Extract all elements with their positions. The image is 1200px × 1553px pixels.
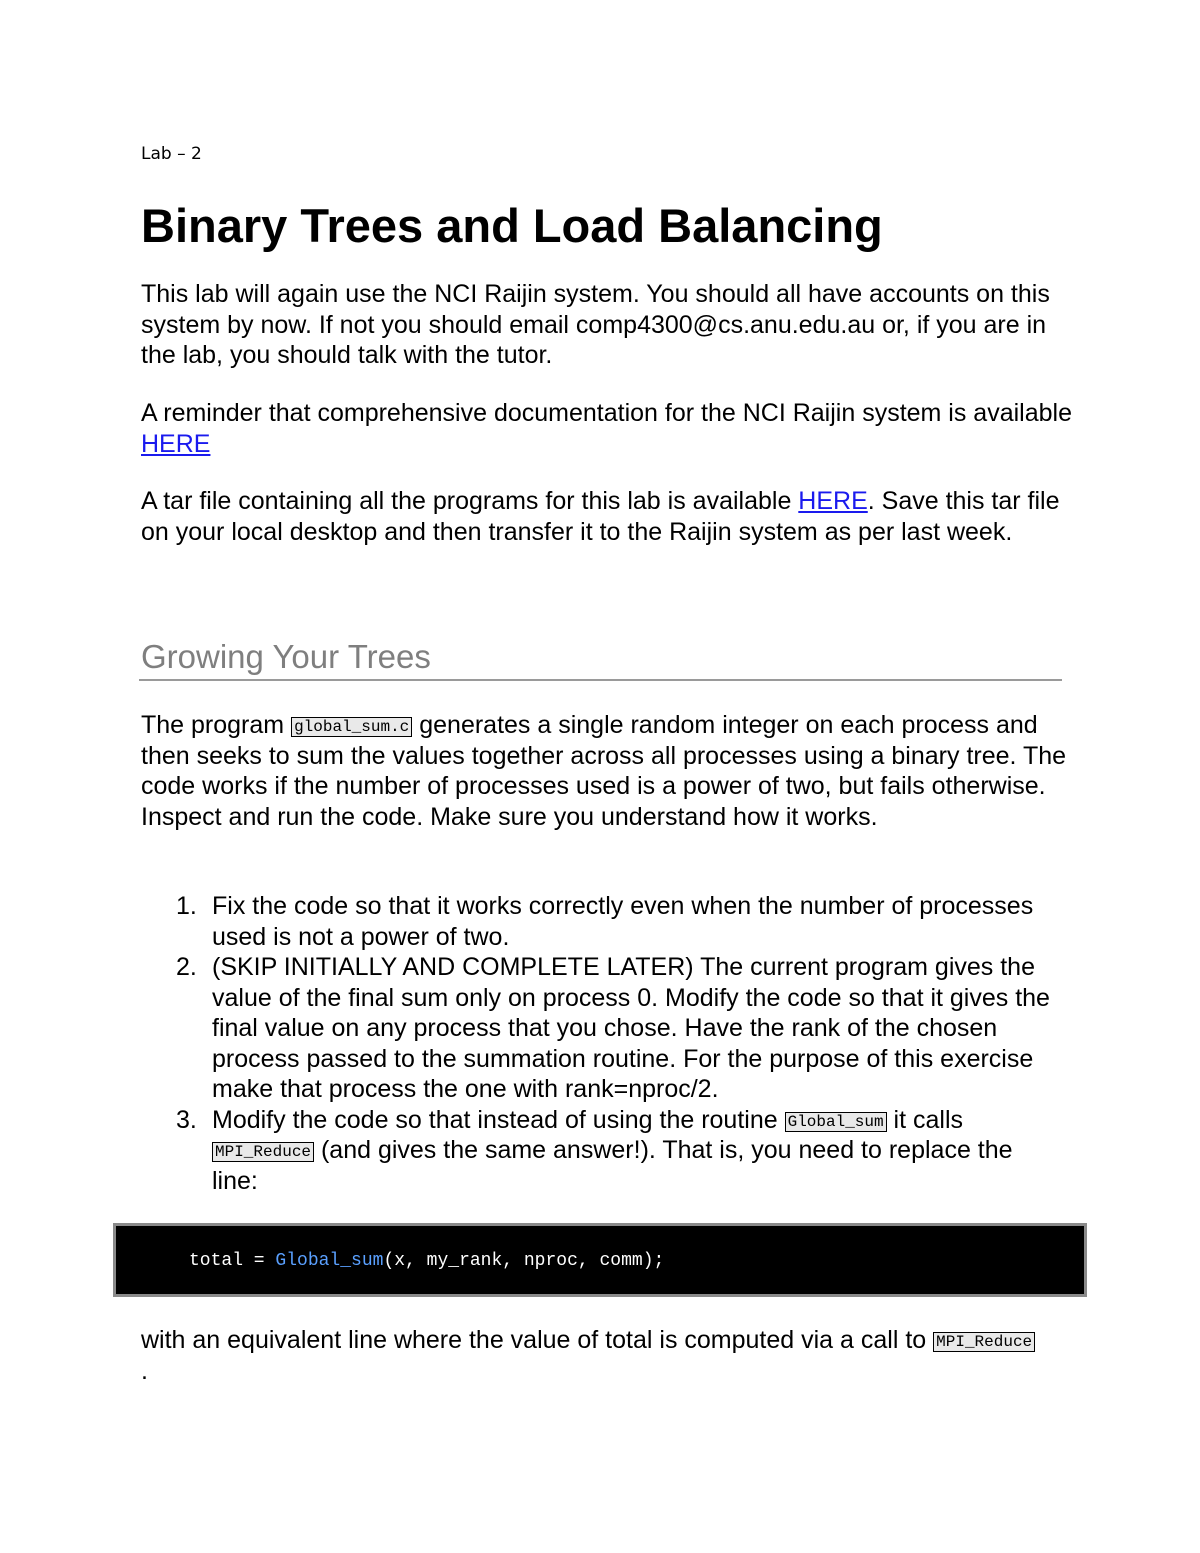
closing-text-b: . [141,1356,148,1385]
section-heading: Growing Your Trees [141,638,431,675]
intro-text: This lab will again use the NCI Raijin system. You should all have accounts on this system by now. If not you should email comp4300@cs.anu.edu.au or, if you are in the lab, you should talk with the tutor. [141,280,1050,369]
tarfile-text-before: A tar file containing all the programs for this lab is available [141,487,799,515]
intro-paragraph [141,279,1081,371]
documentation-link[interactable]: HERE [141,429,211,458]
code-suffix: (x, my_rank, nproc, comm); [383,1251,665,1271]
task-item [141,1105,1061,1197]
code-line [189,1250,664,1272]
tarfile-paragraph [141,486,1081,547]
tarfile-link[interactable]: HERE [798,487,868,515]
lab-number: Lab – 2 [141,144,202,164]
closing-paragraph [141,1325,1041,1386]
task-text: Fix the code so that it works correctly even when the number of processes used is not a power of two. [212,892,1034,951]
documentation-paragraph [141,398,1081,459]
global-sum-code: Global_sum [785,1112,887,1132]
documentation-text: A reminder that comprehensive documentation for the NCI Raijin system is available [141,399,1072,427]
program-text-after: generates a single random integer on each process and then seeks to sum the values together across all processes using a binary tree. The code works if the number of processes used is a power of two, but fails otherwise. Inspect and run the code. Make sure you understand how it works. [141,711,1067,831]
mpi-reduce-code: MPI_Reduce [212,1142,314,1162]
code-function-name: Global_sum [275,1251,384,1271]
global-sum-filename: global_sum.c [291,717,412,737]
code-block [113,1223,1087,1297]
tarfile-text-after: . Save this tar file on your local desktop and then transfer it to the Raijin system as per last week. [141,487,1060,546]
task-number: 3. [176,1105,197,1134]
mpi-reduce-code: MPI_Reduce [933,1332,1035,1352]
task-text-b: it calls [886,1105,964,1134]
task-text-c: (and gives the same answer!). That is, you need to replace the line: [212,1136,1013,1195]
closing-text-a: with an equivalent line where the value of total is computed via a call to [141,1326,934,1354]
document-title: Binary Trees and Load Balancing [141,199,883,252]
task-number: 1. [176,892,197,920]
section-divider [139,679,1062,681]
program-paragraph [141,710,1081,832]
program-text-before: The program [141,711,292,739]
task-text-a: Modify the code so that instead of using the routine [212,1105,785,1134]
code-prefix: total = [189,1251,276,1271]
task-item [141,952,1061,1105]
task-number: 2. [176,953,197,981]
task-item [141,891,1061,952]
task-list [141,891,1061,1196]
task-text: (SKIP INITIALLY AND COMPLETE LATER) The current program gives the value of the final sum only on process 0. Modify the code so that it gives the final value on any process that you chose. Have the rank of the chosen process passed to the summation routine. For the purpose of this exercise make that process the one with rank=nproc/2. [212,953,1050,1103]
